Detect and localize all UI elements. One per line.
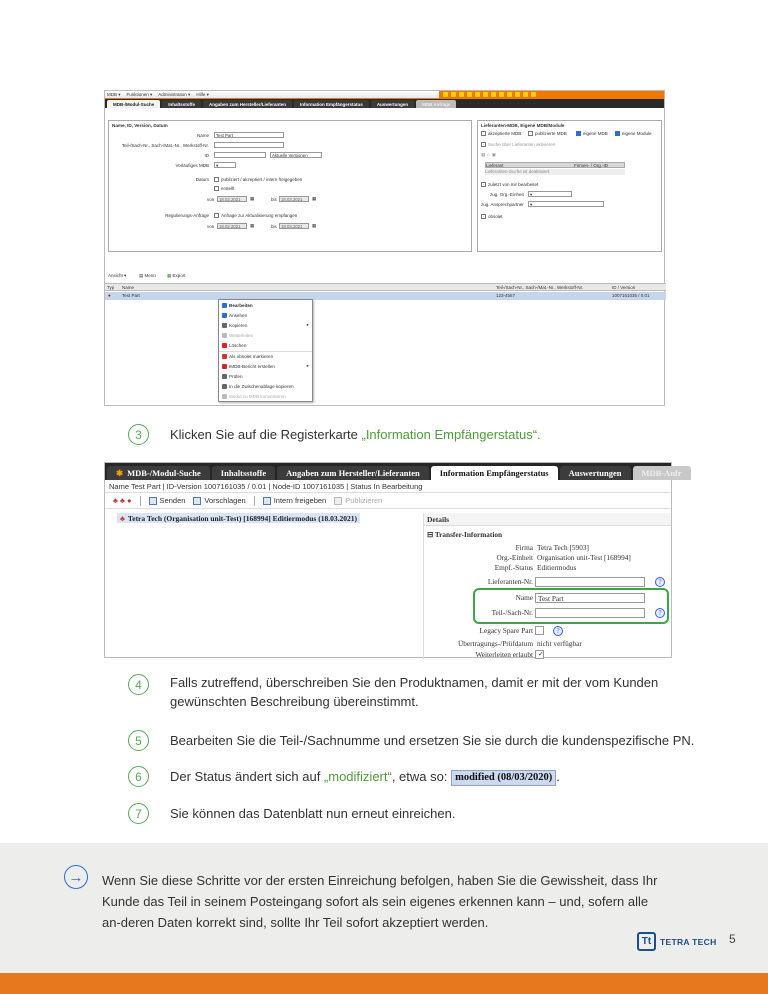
col-teil: Teil-/Sach-Nr., Sach-/Mat.-Nr., Werkstoff-Nr. bbox=[496, 285, 584, 290]
arrow-right-icon: → bbox=[64, 865, 88, 889]
publizieren-button[interactable] bbox=[334, 496, 382, 505]
tool-icon[interactable] bbox=[499, 92, 504, 97]
id-label: ID bbox=[204, 153, 209, 158]
tab-mdb-anfrage[interactable]: MDB Anfrage bbox=[416, 100, 456, 108]
menu-label: Menü bbox=[144, 273, 156, 278]
legacy-checkbox[interactable] bbox=[535, 626, 544, 635]
menu-item-label: Ansehen bbox=[229, 312, 248, 318]
menu-item-icon bbox=[222, 313, 227, 318]
zuletzt-option[interactable] bbox=[481, 182, 538, 187]
tab-hersteller[interactable]: Angaben zum Hersteller/Lieferanten bbox=[203, 100, 292, 108]
weiter-checkbox[interactable]: ✓ bbox=[535, 650, 544, 659]
modified-badge: modified (08/03/2020) bbox=[451, 770, 556, 786]
checkbox[interactable] bbox=[576, 131, 581, 136]
help-icon[interactable]: ? bbox=[553, 626, 563, 636]
menu-item-label: Löschen bbox=[229, 343, 247, 349]
menu-item-icon bbox=[222, 333, 227, 338]
legacy-row bbox=[423, 626, 671, 637]
step-5-number: 5 bbox=[128, 730, 149, 751]
menu-item-icon bbox=[222, 303, 227, 308]
calendar-icon[interactable]: ▦ bbox=[250, 196, 255, 201]
filter-module[interactable] bbox=[615, 131, 652, 136]
org-select[interactable]: ▾ bbox=[528, 191, 572, 197]
filter-publiziert[interactable] bbox=[528, 131, 567, 136]
step-3-number: 3 bbox=[128, 424, 149, 445]
reg-date-from[interactable]: 18.02.2021 bbox=[217, 223, 247, 229]
uebertrag-value: nicht verfügbar bbox=[537, 639, 582, 648]
tab-mdb-suche[interactable] bbox=[107, 466, 210, 480]
vorlaeufig-label: Vorläufiges MDB bbox=[175, 163, 209, 168]
tool-icon[interactable] bbox=[507, 92, 512, 97]
id-input[interactable] bbox=[214, 152, 266, 158]
tab-mdb-anfrage[interactable]: MDB-Anfr bbox=[633, 466, 691, 480]
context-menu-item[interactable] bbox=[219, 310, 312, 320]
menu-funktionen[interactable]: Funktionen ▾ bbox=[126, 91, 153, 97]
suche-option[interactable] bbox=[481, 142, 555, 147]
vorschlagen-button[interactable] bbox=[193, 496, 245, 505]
col-typ: Typ bbox=[107, 285, 115, 290]
page-number: 5 bbox=[729, 932, 736, 946]
export-icon: ▦ bbox=[167, 273, 173, 278]
step-6-pre: Der Status ändert sich auf bbox=[170, 769, 324, 784]
calendar-icon[interactable]: ▦ bbox=[312, 223, 317, 228]
weiter-label: Weiterleiten erlaubt bbox=[475, 650, 533, 659]
datum-label: Datum bbox=[195, 177, 209, 182]
empf-label: Empf.-Status bbox=[494, 563, 533, 572]
datum-option-erstellt[interactable] bbox=[214, 186, 234, 191]
mdb-icon: ✱ bbox=[116, 467, 124, 478]
teil-label: Teil-/Sach-Nr. bbox=[491, 608, 533, 617]
checkbox[interactable] bbox=[214, 213, 219, 218]
menu-item-icon bbox=[222, 384, 227, 389]
menu-item-label: IMDB-Bericht erstellen bbox=[229, 363, 275, 369]
menu-item-icon bbox=[222, 394, 227, 399]
supplier-disabled-msg: Lieferanten-Suche ist deaktiviert. bbox=[485, 169, 625, 175]
menu-icon: ▤ bbox=[139, 273, 145, 278]
tool-icon[interactable] bbox=[443, 92, 448, 97]
name-label: Name bbox=[515, 593, 533, 602]
menu-item-icon bbox=[222, 343, 227, 348]
menu-item-label: Bearbeiten bbox=[229, 302, 253, 308]
separator bbox=[140, 496, 141, 506]
tool-icon[interactable] bbox=[451, 92, 456, 97]
tab-inhaltsstoffe[interactable]: Inhaltsstoffe bbox=[212, 466, 275, 480]
menu-item-icon bbox=[222, 354, 227, 359]
filter-eigene[interactable] bbox=[576, 131, 608, 136]
calendar-icon[interactable]: ▦ bbox=[312, 196, 317, 201]
checkbox[interactable] bbox=[214, 177, 219, 182]
id-version-select[interactable]: Aktuelle Versionen bbox=[270, 152, 322, 158]
tool-icon[interactable] bbox=[483, 92, 488, 97]
context-menu-item[interactable] bbox=[219, 392, 312, 402]
panel-title: Lieferanten-MDB, Eigene MDB/Module bbox=[481, 123, 565, 128]
search-criteria-panel bbox=[108, 120, 472, 252]
tab-label: MDB-/Modul-Suche bbox=[127, 468, 201, 478]
context-menu-item[interactable] bbox=[219, 351, 312, 361]
org-row bbox=[423, 553, 671, 563]
checkbox-label: eigene MDB bbox=[583, 131, 608, 136]
button-label: Publizieren bbox=[345, 496, 383, 505]
uebertrag-row bbox=[423, 639, 671, 649]
context-menu-item[interactable] bbox=[219, 341, 312, 351]
tetra-tech-logo bbox=[637, 932, 717, 951]
suggest-icon bbox=[193, 497, 201, 505]
checkbox-label: erstellt bbox=[221, 186, 235, 191]
ansprech-label: zug. Ansprechpartner bbox=[481, 202, 524, 207]
col-lieferant: Lieferant bbox=[486, 163, 504, 168]
tab-hersteller[interactable]: Angaben zum Hersteller/Lieferanten bbox=[277, 466, 429, 480]
reg-option[interactable] bbox=[214, 213, 297, 218]
tab-auswertungen[interactable]: Auswertungen bbox=[371, 100, 414, 108]
checkbox-label: zuletzt von mir bearbeitet bbox=[488, 182, 539, 187]
status-screenshot bbox=[104, 462, 682, 659]
von-label: von bbox=[207, 224, 215, 229]
menu-hilfe[interactable]: Hilfe ▾ bbox=[196, 91, 209, 97]
name-input[interactable]: Test Part bbox=[214, 132, 284, 138]
step-7-number: 7 bbox=[128, 803, 149, 824]
checkbox[interactable] bbox=[615, 131, 620, 136]
collapse-icon: ⊟ bbox=[427, 530, 435, 539]
tool-icon[interactable] bbox=[475, 92, 480, 97]
name-input[interactable]: Test Part bbox=[535, 593, 645, 603]
publish-icon bbox=[334, 497, 342, 505]
row-teil: 123-4567 bbox=[496, 293, 516, 298]
teil-label: Teil-/Sach-Nr., Sach-/Mat.-Nr., Werkstoff-Nr. bbox=[121, 143, 209, 148]
details-title: Details bbox=[424, 513, 671, 526]
warning-icon: ● bbox=[108, 293, 111, 298]
tab-empfaengerstatus[interactable]: Information Empfängerstatus bbox=[294, 100, 369, 108]
senden-button[interactable] bbox=[149, 496, 186, 505]
submenu-arrow-icon: ▸ bbox=[306, 363, 309, 369]
highlight-box bbox=[473, 588, 669, 624]
menu-item-icon bbox=[222, 364, 227, 369]
step-3-pre: Klicken Sie auf die Registerkarte bbox=[170, 427, 362, 442]
von-label: von bbox=[207, 197, 215, 202]
org-icon: ♣ bbox=[120, 513, 125, 523]
row-name: Test Part bbox=[122, 293, 140, 298]
checkbox-label: obsolet bbox=[488, 214, 503, 219]
context-menu-item[interactable] bbox=[219, 300, 312, 310]
transfer-section[interactable] bbox=[427, 530, 502, 539]
step-6-status-word: „modifiziert“ bbox=[323, 769, 392, 784]
lieferanten-input[interactable] bbox=[535, 577, 645, 587]
section-label: Transfer-Information bbox=[434, 530, 503, 539]
step-4-number: 4 bbox=[128, 674, 149, 695]
supplier-panel bbox=[477, 120, 662, 252]
menu-item-label: Weiterleiten bbox=[229, 333, 254, 339]
context-menu-item[interactable] bbox=[219, 320, 312, 330]
separator bbox=[254, 496, 255, 506]
col-firmen: Firmen- / Org.-ID bbox=[574, 163, 609, 168]
checkbox[interactable] bbox=[528, 131, 533, 136]
checkbox-label: eigene Module bbox=[622, 131, 652, 136]
menu-item-icon bbox=[222, 323, 227, 328]
export-label: Export bbox=[172, 273, 186, 278]
checkbox[interactable] bbox=[481, 214, 486, 219]
datum-option-publiziert[interactable] bbox=[214, 177, 302, 182]
table-row[interactable] bbox=[105, 292, 666, 300]
tree-item-label: Tetra Tech (Organisation unit-Test) [168994] Editiermodus (18.03.2021) bbox=[127, 513, 357, 523]
tool-icon[interactable] bbox=[467, 92, 472, 97]
checkbox-label: Suche über Lieferanten aktivieren bbox=[488, 142, 556, 147]
context-menu-item[interactable] bbox=[219, 361, 312, 371]
calendar-icon[interactable]: ▦ bbox=[250, 223, 255, 228]
help-icon[interactable]: ? bbox=[655, 608, 665, 618]
step-6-end: . bbox=[556, 769, 560, 784]
step-3-text bbox=[170, 425, 710, 444]
org-value: Organisation unit-Test [168994] bbox=[537, 553, 631, 562]
date-from[interactable]: 18.02.2021 bbox=[217, 196, 247, 202]
button-label: Vorschlagen bbox=[204, 496, 246, 505]
checkbox[interactable] bbox=[481, 182, 486, 187]
empf-row bbox=[423, 563, 671, 573]
step-6-mid: , etwa so: bbox=[391, 769, 448, 784]
logo-text: TETRA TECH bbox=[660, 936, 717, 947]
vorlaeufig-select[interactable]: ▾ bbox=[214, 162, 236, 168]
checkbox-label: publizierte MDB bbox=[535, 131, 567, 136]
tab-inhaltsstoffe[interactable]: Inhaltsstoffe bbox=[162, 100, 201, 108]
tool-icon[interactable] bbox=[459, 92, 464, 97]
ansicht-menu[interactable]: Ansicht ▾ bbox=[108, 273, 127, 278]
empf-value: Editiermodus bbox=[537, 563, 577, 572]
col-name: Name bbox=[122, 285, 135, 290]
uebertrag-label: Übertragungs-/Prüfdatum bbox=[458, 639, 533, 648]
search-screenshot bbox=[104, 90, 665, 406]
step-6-text bbox=[170, 767, 710, 786]
tool-icon[interactable] bbox=[531, 92, 536, 97]
supplier-tool-icons: ▦ ☆ ▣ bbox=[481, 152, 497, 157]
intern-freigeben-button[interactable] bbox=[263, 496, 327, 505]
obsolet-option[interactable] bbox=[481, 214, 503, 219]
menu-item-icon bbox=[222, 374, 227, 379]
context-menu-item[interactable] bbox=[219, 382, 312, 392]
footer-bar bbox=[0, 973, 768, 994]
bis-label: bis bbox=[271, 224, 277, 229]
release-icon bbox=[263, 497, 271, 505]
checkbox[interactable] bbox=[481, 131, 486, 136]
tool-icon[interactable] bbox=[523, 92, 528, 97]
checkbox-label: Anfrage zur Aktualisierung empfangen bbox=[221, 213, 298, 218]
tab-auswertungen[interactable]: Auswertungen bbox=[560, 466, 631, 480]
step-6-number: 6 bbox=[128, 766, 149, 787]
submenu-arrow-icon: ▸ bbox=[306, 322, 309, 328]
row-id: 1007161035 / 0.01 bbox=[612, 293, 650, 298]
lief-label: Lieferanten-Nr. bbox=[487, 577, 533, 586]
filter-akzeptiert[interactable] bbox=[481, 131, 521, 136]
step-3-tab-name: „Information Empfängerstatus“. bbox=[361, 427, 541, 442]
export-button[interactable] bbox=[167, 273, 186, 279]
tab-mdb-suche[interactable]: MDB-/Modul-Suche bbox=[107, 100, 160, 108]
col-id: ID / Version bbox=[612, 285, 636, 290]
reg-label: Regulierungs-Anfrage bbox=[165, 213, 209, 218]
menu-item-label: Als obsolet markieren bbox=[229, 354, 274, 360]
checkbox[interactable] bbox=[481, 142, 486, 147]
tab-bar bbox=[105, 463, 682, 480]
button-label: Senden bbox=[159, 496, 186, 505]
date-to[interactable]: 18.03.2021 bbox=[279, 196, 309, 202]
toolbar-icons bbox=[439, 91, 664, 99]
checkbox-label: publiziert / akzeptiert / intern freigegeben bbox=[221, 177, 303, 182]
send-icon bbox=[149, 497, 157, 505]
firma-label: Firma bbox=[515, 543, 533, 552]
name-label: Name bbox=[196, 133, 209, 138]
recipient-tree-item[interactable] bbox=[117, 513, 360, 523]
menu-item-label: Prüfen bbox=[229, 373, 243, 379]
mdb-info-bar: Name Test Part | ID-Version 1007161035 / 0.01 | Node-ID 1007161035 | Status In Bearbeitung bbox=[105, 480, 671, 493]
tool-icon[interactable] bbox=[515, 92, 520, 97]
logo-mark: Tt bbox=[637, 932, 656, 951]
bis-label: bis bbox=[271, 197, 277, 202]
tab-bar bbox=[105, 99, 664, 108]
legacy-label: Legacy Spare Part bbox=[479, 626, 533, 635]
button-label: Intern freigeben bbox=[273, 496, 327, 505]
tab-empfaengerstatus[interactable]: Information Empfängerstatus bbox=[431, 466, 558, 480]
org-label: Org.-Einheit bbox=[496, 553, 533, 562]
menu-administration[interactable]: Administration ▾ bbox=[158, 91, 191, 97]
menu-item-label: Kopieren bbox=[229, 322, 248, 328]
step-5-text: Bearbeiten Sie die Teil-/Sachnumme und ersetzen Sie sie durch die kundenspezifische PN. bbox=[170, 733, 695, 748]
tool-icon[interactable] bbox=[491, 92, 496, 97]
context-menu-item[interactable] bbox=[219, 331, 312, 341]
teil-input[interactable] bbox=[214, 142, 284, 148]
ansprech-select[interactable]: ▾ bbox=[528, 201, 604, 207]
menu-item-label: In die Zwischenablage kopieren bbox=[229, 384, 294, 390]
checkbox-label: akzeptierte MDB bbox=[488, 131, 522, 136]
tool-icons[interactable]: ♣ ♣ ● bbox=[113, 496, 132, 505]
panel-title: Name, ID, Version, Datum bbox=[112, 123, 168, 128]
status-toolbar bbox=[105, 493, 671, 509]
supplier-table-header bbox=[485, 162, 625, 168]
menu-button[interactable] bbox=[139, 273, 156, 279]
menu-mdb[interactable]: MDB ▾ bbox=[107, 91, 121, 97]
step-4-text: Falls zutreffend, überschreiben Sie den Produktnamen, damit er mit der vom Kunden gewünschten Beschreibung übereinstimmt. bbox=[170, 675, 659, 709]
org-label: zug. Org.-Einheit bbox=[490, 192, 524, 197]
weiter-row bbox=[423, 650, 671, 660]
result-table-header bbox=[105, 283, 666, 291]
step-7-text: Sie können das Datenblatt nun erneut einreichen. bbox=[170, 806, 456, 821]
menu-item-label: Modul zu MDB konvertieren bbox=[229, 394, 286, 400]
menu-bar bbox=[105, 91, 664, 99]
help-icon[interactable]: ? bbox=[655, 577, 665, 587]
reg-date-to[interactable]: 18.03.2021 bbox=[279, 223, 309, 229]
firma-value: Tetra Tech [5903] bbox=[537, 543, 589, 552]
firma-row bbox=[423, 543, 671, 553]
info-text: Wenn Sie diese Schritte vor der ersten Einreichung befolgen, haben Sie die Gewissheit, dass Ihr Kunde das Teil in seinem Posteingang sofort als sein eigenes erkennen kann – und, sofern alle an-deren Daten korrekt sind, sollte Ihr Teil sofort akzeptiert werden. bbox=[102, 873, 658, 930]
context-menu bbox=[218, 299, 313, 402]
checkbox[interactable] bbox=[214, 186, 219, 191]
context-menu-item[interactable] bbox=[219, 371, 312, 381]
